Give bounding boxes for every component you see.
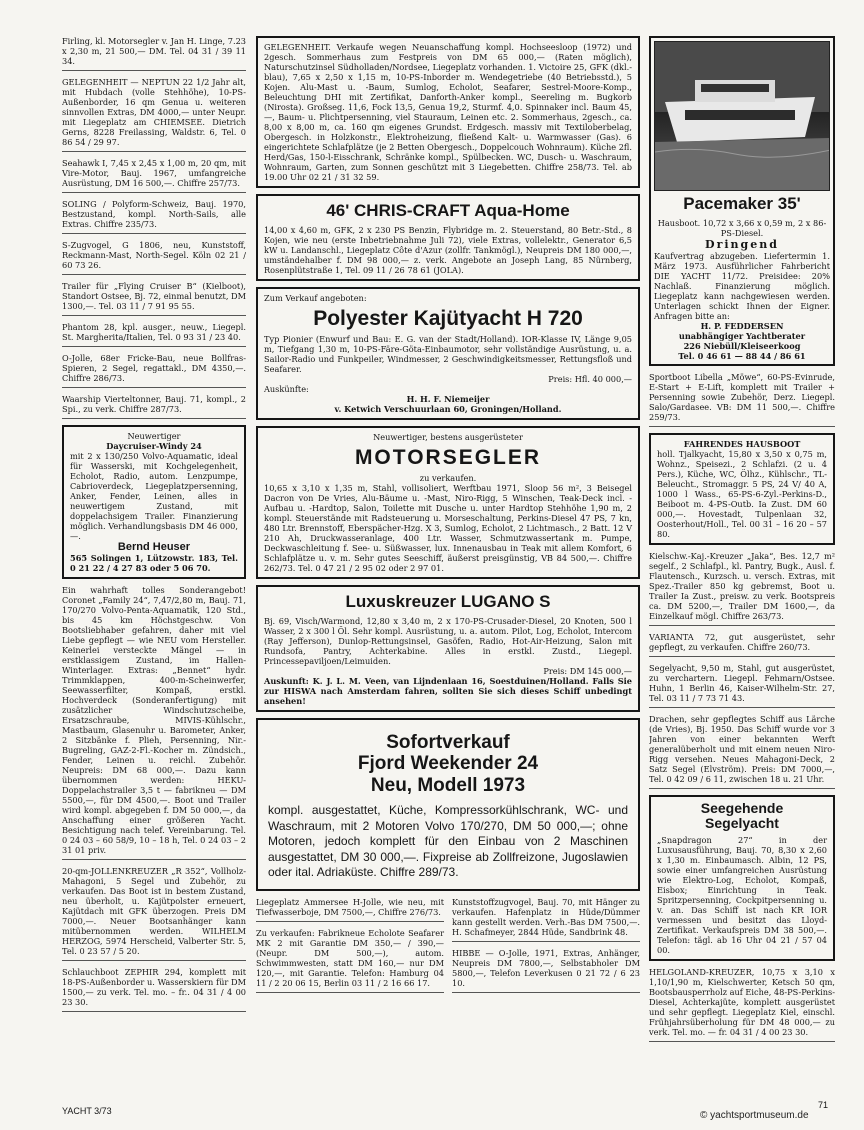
h720-name: H. H. F. Niemeijer [406, 393, 490, 404]
classified-ad: HIBBE — O-Jolle, 1971, Extras, Anhänger, Neupreis DM 7800,—, Selbstabholer DM 5800,—, Telefon Leverkusen 0 21 72 / 6 23 10. [452, 948, 640, 993]
zephir-ad: Schlauchboot ZEPHIR 294, komplett mit 18-PS-Außenborder u. Wasserskiern für DM 1500,— zu verk. Tel. mo. – fr.. 04 31 / 4 00 23 30. [62, 967, 246, 1012]
pacemaker-ad-box [649, 36, 835, 366]
houseboat-photo [654, 41, 830, 191]
helgoland-ad: HELGOLAND-KREUZER, 10,75 x 3,10 x 1,10/1,90 m, Kielschwerter, Ketsch 50 qm, Bootsbausperrholz auf Eiche, 48-PS-Perkins-Diesel, Achterkajüte, komplett ausgerüstet und sehr gepflegt. Liegeplatz Kiel, einschl. Frühjahrsüberholung für DM 48 000,— zu verk. Tel. mo. — fr. 04 31 / 4 00 23 30. [649, 967, 835, 1042]
classified-ad: Sportboot Libella „Möwe“, 60-PS-Evinrude, E-Start + E-Lift, komplett mit Trailer + Persenning sowie Zubehör, Derz. Liegepl. Salo/Gardasee. VB: DM 11 500,—. Chiffre 259/73. [649, 372, 835, 427]
classified-ad: Drachen, sehr gepflegtes Schiff aus Lärche (de Vries), Bj. 1950. Das Schiff wurde vor 3 Jahren von einer bekannten Werft generalüberholt und mit einem neuen Niro-Rigg versehen. Neues Mahagoni-Deck, 2 Satz Segel (Elvström). Preis: DM 7000,—, Tel. 0 42 09 / 6 11, zwischen 18 u. 21 Uhr. [649, 714, 835, 789]
windy-intro: Neuwertiger [127, 431, 181, 441]
pacemaker-name: H. P. FEDDERSEN [700, 321, 784, 332]
classified-ad: SOLING / Polyform-Schweiz, Bauj. 1970, Bestzustand, kompl. North-Sails, alle Extras. Chiffre 235/73. [62, 199, 246, 234]
lugano-contact: Auskunft: K. J. L. M. Veen, van Lijndenlaan 16, Soestduinen/Holland. Falls Sie zur HISWA nach Amsterdam fahren, sollten Sie sich dieses Schiff unbedingt ansehen! [264, 675, 632, 706]
bottom-ads-left [256, 897, 444, 999]
h720-ad-box [256, 287, 640, 420]
lugano-body: Bj. 69, Visch/Warmond, 12,80 x 3,40 m, 2 x 170-PS-Crusader-Diesel, 20 Knoten, 500 l Wasser, 2 x 300 l Öl. Sehr kompl. Ausrüstung, u. a. autom. Pilot, Log, Echolot, Intercom (Ray Jefferson), Dunlop-Rettungsinsel, Gasöfen, Radio, Hot-Air-Heizung, Salon mit Rundsofa, Pantry, Achterkabine. Alles in erstkl. Zustd., Liegepl. Princessepaviljoen/Leimuiden. [264, 615, 632, 666]
bottom-ads-right [452, 897, 640, 999]
classified-ad: S-Zugvogel, G 1806, neu, Kunststoff, Reckmann-Mast, North-Segel. Köln 02 21 / 60 73 26. [62, 240, 246, 275]
h720-info-label: Auskünfte: [264, 383, 309, 394]
chris-craft-ad-box [256, 194, 640, 281]
lugano-price: Preis: DM 145 000,— [543, 665, 632, 676]
bottom-ads-row [256, 897, 640, 999]
classified-ad: Segelyacht, 9,50 m, Stahl, gut ausgerüstet, zu verchartern. Liegepl. Fehmarn/Ostsee. Huhn, 1 Berlin 46, Kaiser-Wilhelm-Str. 27, Tel. 03 11 / 7 73 71 43. [649, 663, 835, 708]
gelegenheit-ad-box: GELEGENHEIT. Verkaufe wegen Neuanschaffung kompl. Hochseesloop (1972) und 2gesch. Sommerhaus zum Festpreis von DM 65 000,— (Raten möglich), Naturschutzinsel Südholladen/Nordsee, Liegeplatz vorhanden. 1. Victoire 25, GFK (dkl.-blau), 7,65 x 2,50 x 1,15 m, 10-PS-Inborder m. Wendegetriebe (40 Betriebsstd.), 5 Kojen. Alu-Mast u. -Baum, Sumlog, Echolot, Seafarer, Sestrel-Moore-Komp., Beleuchtung DHI mit Zertifikat, Danforth-Anker kompl., Seereling m. Bugkorb (Nirosta). Großseg. 11,6, Fock 13,5, Genua 19,2, Sturmf. 4,0. Spinnaker incl. Baum 45,—, Baum- u. Plichtpersenning, viel Stauraum, Leinen etc. 2. Sommerhaus, 2gesch., ca. 8,00 x 8,00 m, ca. 160 qm eigenes Grundst. Erdgesch. massiv mit Textiloberbelag, Obergesch. in Holzkonstr., Elektroheizung, fließend Kalt- u. Warmwasser (Gas). 6 eingerichtete Schlafplätze (je 2 Betten Obergesch., Doppelcouch Wohnraum). Küche 2fl. Herd/Gas, 150-l-Eisschrank, Schränke kompl., Spülbecken. WC, Dusch- u. Waschraum, Wohnraum, Garten, zum Sonnen geschützt mit 3 Liegebetten. Chiffre 258/73. Tel. ab 19.00 Uhr 02 21 / 31 32 59. [256, 36, 640, 188]
windy-ad-box [62, 425, 246, 579]
pacemaker-urgent: Dringend [705, 237, 779, 251]
column-left [62, 36, 246, 1018]
pacemaker-phone: Tel. 0 46 61 — 88 44 / 86 61 [678, 351, 806, 362]
hausboot-body: holl. Tjalkyacht, 15,80 x 3,50 x 0,75 m, Wohnz., Speisezi., 2 Schlafzi. (2 u. 4 Pers.), Küche, WC, Ölhz., Kühlschr., TL-Beleucht., Stromaggr. 5 PS, 24 V/ 40 A, 1000 l Wass., 65-PS-6-Zyl.-Perkins-D., Beiboot m. 4-PS-Outb. Ia Zust. DM 60 000,—. Hovestadt, Tulpenlaan 32, Oosterhout/Holl., Tel. 00 31 – 16 20 – 57 80. [657, 449, 827, 540]
pacemaker-spec: Hausboot. 10,72 x 3,66 x 0,59 m, 2 x 86-PS-Diesel. [657, 217, 827, 238]
windy-name: Bernd Heuser [117, 541, 191, 553]
windy-body: mit 2 x 130/250 Volvo-Aquamatic, ideal für Wasserski, mit Kochgelegenheit, Echolot, Radio, autom. Lenzpumpe, Cabrioverdeck, Liegeplatzpersenning, Anker, Fender, Leinen, alles in neuwertigem Zustand, mit doppelachsigem Trailer. Finanzierung möglich. Verhandlungsbasis DM 46 000,—. [70, 451, 238, 541]
h720-address: v. Ketwich Verschuurlaan 60, Groningen/Holland. [334, 403, 562, 414]
chris-craft-title: 46' CHRIS-CRAFT Aqua-Home [326, 201, 570, 220]
classified-ad: Firling, kl. Motorsegler v. Jan H. Linge, 7.23 x 2,30 m, 21 500,— DM. Tel. 04 31 / 39 11 34. [62, 36, 246, 71]
hausboot-title: FAHRENDES HAUSBOOT [683, 439, 801, 450]
watermark: © yachtsportmuseum.de [700, 1110, 809, 1121]
seegehende-body: „Snapdragon 27“ in der Luxusausführung, Bauj. 70, 8,30 x 2,60 x 1,30 m. Einbaumasch. Albin, 12 PS, sowie einer umfangreichen Ausrüstung wie Elektro-Log, Echolot, Kompaß, Eisbox; Einrichtung in Teak. Spritzpersenning, Cockpitpersenning u. v. an. Das Schiff ist nach KR IOR vermessen und besitzt das Lloyd-Zertifikat. Verkaufspreis DM 38 500,—. Telefon: tägl. ab 16 Uhr 04 21 / 57 04 00. [657, 834, 827, 955]
windy-title: Daycruiser-Windy 24 [106, 441, 202, 451]
houseboat-illustration [655, 42, 830, 191]
lugano-title: Luxuskreuzer LUGANO S [345, 591, 551, 611]
seegehende-ad-box [649, 795, 835, 961]
motorsegler-body: 10,65 x 3,10 x 1,35 m, Stahl, vollisoliert, Werftbau 1971, Sloop 56 m², 3 Beisegel Dacron von De Vries, Alu-Bäume u. -Mast, Niro-Rigg, 5 Winschen, Teak-Deck incl. -Aufbau u. -Hardtop, Salon, Toilette mit Dusche u. unter Hardtop Stehhöhe 1,90 m, 2 kompl. Steuerstände mit Radsteuerung u. Morseschaltung, Perkins-Diesel 47 PS, 7 kn, 480 Ltr. Brennstoff, Eberspächer-Hzg. X 3, Sumlog, Echolot, 2 Lichtmasch., 2 Batt. 12 V 210 Ah, Druckwasseranlage, 400 Ltr. Wasser, Schmutzwassertank m. Pumpe, Deckwaschleitung f. See- u. Süßwasser, lux. Innenausbau in Teak mit allem Komfort, 6 Schlafplätze u. v. m. Sehr gutes Seeschiff, äußerst preisgünstig, VB 84 500,—. Chiffre 262/73. Tel. 0 47 21 / 2 95 02 oder 2 97 01. [264, 482, 632, 573]
motorsegler-sub: zu verkaufen. [419, 472, 477, 483]
page-number: 71 [818, 1100, 829, 1110]
pacemaker-body: Kaufvertrag abzugeben. Liefertermin 1. März 1973. Ausführlicher Fahrbericht DIE YACHT 11/72. Preisidee: 20% Nachlaß. Finanzierung möglich. Liegeplatz kann nachgewiesen werden. Unterlagen schickt Ihnen der Eigner. Anfragen bitte an: [654, 251, 830, 322]
chris-craft-body: 14,00 x 4,60 m, GFK, 2 x 230 PS Benzin, Flybridge m. 2. Steuerstand, 80 Betr.-Std., 8 Kojen, wie neu (erste Inbetriebnahme Juli 72), viele Extras, vollelektr., Generator 6,5 kW u. Landanschl., Liegeplatz Côte d'Azur (zollfr. Tankmögl.), Neupreis DM 180 000,—, umständehalber f. DM 98 000,— z. verk. Angebote an Joseph Lang, 85 Nürnberg, Rosenplütstraße 1, Tel. 09 11 / 26 78 61 (JOLA). [264, 224, 632, 275]
seegehende-title: Seegehende Segelyacht [700, 800, 784, 832]
hausboot-ad-box [649, 433, 835, 545]
fjord-headline: Sofortverkauf Fjord Weekender 24 Neu, Modell 1973 [357, 731, 539, 797]
windy-address: 565 Solingen 1, Lützowstr. 183, Tel. 0 21 22 / 4 27 83 oder 5 06 70. [70, 553, 238, 574]
jollenkreuzer-ad: 20-qm-JOLLENKREUZER „R 352“, Vollholz-Mahagoni, 5 Segel und Zubehör, zu verkaufen. Das Boot ist in bestem Zustand, neu überholt, u. Kajütpolster erneuert, Kajütdach mit GFK überzogen. Preis DM 7000,—. Neuer Bootsanhänger kann mitübernommen werden. WILHELM HERZOG, 5974 Herscheid, Valberter Str. 5, Tel. 0 23 57 / 5 20. [62, 866, 246, 961]
pacemaker-title: Pacemaker 35' [683, 194, 801, 213]
column-middle [256, 36, 640, 999]
h720-body: Typ Pionier (Enwurf und Bau: E. G. van der Stadt/Holland). IOR-Klasse IV, Länge 9,05 m, Tiefgang 1,30 m, 10-PS-Färe-Göta-Einbaumotor, sehr vollständige Ausrüstung, u. a. Sailor-Radio und Funkpeiler, Windmesser, 2 Geschwindigkeitsmesser, Rettungsfloß und Seafarer. [264, 333, 632, 374]
classified-ad: Kunststoffzugvogel, Bauj. 70, mit Hänger zu verkaufen. Hafenplatz in Hüde/Dümmer kann gestellt werden. Verh.-Bas DM 7500,—. H. Schafmeyer, 2844 Hüde, Sandbrink 48. [452, 897, 640, 942]
classified-ad: GELEGENHEIT — NEPTUN 22 1/2 Jahr alt, mit Hubdach (volle Stehhöhe), 10-PS-Außenborder, 16 qm Genua u. weiteren sinnvollen Extras, DM 4000,— unter Neupr. mit Liegeplatz am CHIEMSEE. Dietrich Gerns, 8228 Freilassing, Waldstr. 6, Tel. 0 86 54 / 29 97. [62, 77, 246, 152]
coronet-ad: Ein wahrhaft tolles Sonderangebot! Coronet „Family 24“, 7,47/2,80 m, Bauj. 71, 170/270 Volvo-Penta-Aquamatik, 120 Std., bis 45 km Höchstgeschw. Von Bootsliebhaber gefahren, daher mit viel Liebe gepflegt — wie NEU vom Hersteller. Keinerlei versteckte Mängel — in erstklassigem Zustand, im Hallen-Winterlager. Extras: „Bennet“ hydr. Trimmklappen, 400-m-Scheinwerfer, Seewasserfilter, Kompaß, erstkl. Hochverdeck (Sonderanfertigung) mit zusätzlicher Windschutzscheibe, Ersatzschraube, MIVIS-Kühlschr., Mastbaum, Glasenuhr u. Barometer, Anker, 2 Sitzbänke f. Plieh, Persenning, Nir.-Bugreling, GAZ-2-Fl.-Kocher m. Zündsich., Fender, Leinen u. reichl. Zubehör. Neupreis: DM 68 000,—. Dazu kann übernommen werden: HEKU-Doppelachstrailer 3,5 t — fabrikneu — DM 5500,—, für DM 4500,—. Boot und Trailer wird kompl. abgegeben f. DM 50 000,—, da Anschaffung einer größeren Yacht. Besichtigung nach telef. Vereinbarung. Tel. 0 24 03 – 60 58/9, 10 – 18 h, Tel. 0 24 03 – 2 31 01 priv. [62, 585, 246, 860]
motorsegler-title: MOTORSEGLER [354, 445, 542, 469]
classified-ad: Kielschw.-Kaj.-Kreuzer „Jaka“, Bes. 12,7 m² segelf., 2 Schlafpl., kl. Pantry, Bugk., Ausl. f. Flautensch., Kurzsch. u. versch. Extras, mit Spez.-Trailer 850 kg gebremst, Boot u. Trailer Ia Zust., preisw. zu verk. Bootspreis ca. DM 5200,—, Trailer DM 1600,—, da Einzelkauf mögl. Chiffre 263/73. [649, 551, 835, 626]
classified-ad: Trailer für „Flying Cruiser B“ (Kielboot), Standort Ostsee, Bj. 72, einmal benutzt, DM 1300,—. Tel. 03 11 / 7 91 95 55. [62, 281, 246, 316]
classified-ad: O-Jolle, 68er Fricke-Bau, neue Bollfras-Spieren, 2 Segel, regattakl., DM 4350,—. Chiffre 286/73. [62, 353, 246, 388]
classified-ad: Waarship Vierteltonner, Bauj. 71, kompl., 2 Spi., zu verk. Chiffre 287/73. [62, 394, 246, 419]
fjord-body: kompl. ausgestattet, Küche, Kompressorkühlschrank, WC- und Waschraum, mit 2 Motoren Volvo 170/270, DM 50 000,—; ohne Motoren, jedoch komplett für den Einbau von 2 Maschinen ausgestattet, DM 30 000,—. Fixpreise ab Zollfreizone, Jugoslawien oder ital. Adriaküste. Chiffre 289/73. [268, 803, 628, 880]
pacemaker-address: 226 Niebüll/Kleiseerkoog [683, 341, 801, 352]
h720-title: Polyester Kajütyacht H 720 [313, 306, 583, 330]
classified-ad: Seahawk I, 7,45 x 2,45 x 1,00 m, 20 qm, mit Vire-Motor, Bauj. 1967, umfangreiche Ausrüstung, DM 16 500,—. Chiffre 257/73. [62, 158, 246, 193]
fjord-ad-box [256, 718, 640, 892]
pacemaker-role: unabhängiger Yachtberater [678, 331, 806, 342]
column-right [649, 36, 835, 1048]
h720-intro: Zum Verkauf angeboten: [264, 292, 367, 303]
classified-ad: Zu verkaufen: Fabrikneue Echolote Seafarer MK 2 mit Garantie DM 350,— / 390,— (Neupr. DM 500,—), autom. Schwimmwesten, statt DM 160,— nur DM 120,—, mit Garantie. Telefon: Hamburg 04 11 / 2 20 06 15, Berlin 03 11 / 2 16 66 17. [256, 928, 444, 993]
motorsegler-ad-box [256, 426, 640, 579]
motorsegler-intro: Neuwertiger, bestens ausgerüsteter [373, 431, 523, 442]
h720-price: Preis: Hfl. 40 000,— [548, 373, 632, 384]
lugano-ad-box [256, 585, 640, 712]
classified-ad: Phantom 28, kpl. ausger., neuw., Liegepl. St. Margherita/Italien, Tel. 0 93 31 / 23 40. [62, 322, 246, 347]
footer-issue: YACHT 3/73 [62, 1106, 112, 1116]
classified-ad: Liegeplatz Ammersee H-Jolle, wie neu, mit Tiefwasserboje, DM 7500,—, Chiffre 276/73. [256, 897, 444, 922]
classified-ad: VARIANTA 72, gut ausgerüstet, sehr gepflegt, zu verkaufen. Chiffre 260/73. [649, 632, 835, 657]
